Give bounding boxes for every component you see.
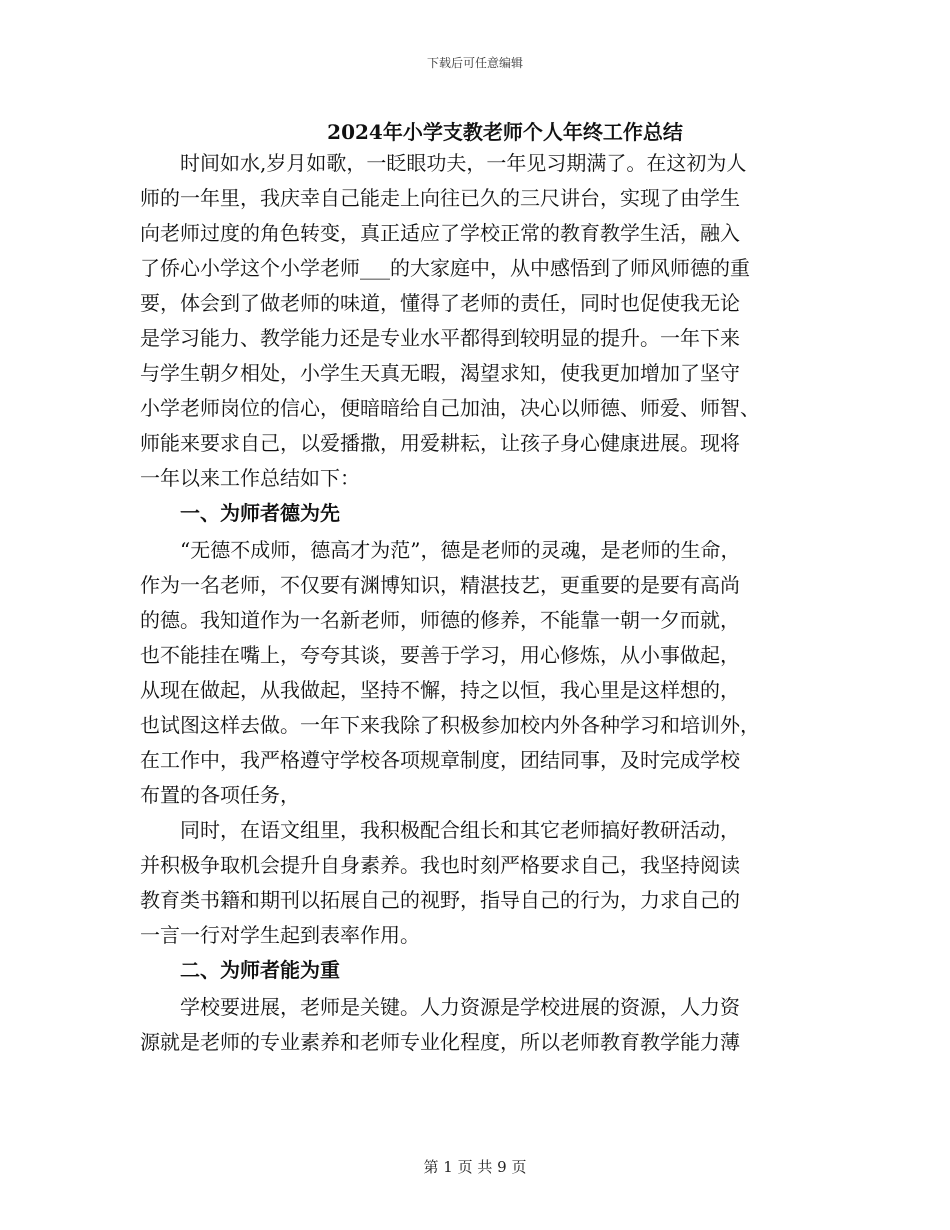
document-body	[140, 146, 810, 1060]
body-line: 源就是老师的专业素养和老师专业化程度，所以老师教育教学能力薄	[140, 1030, 740, 1054]
body-line: 一言一行对学生起到表率作用。	[140, 923, 420, 947]
body-line: 一年以来工作总结如下：	[140, 466, 360, 490]
body-line: 学校要进展，老师是关键。人力资源是学校进展的资源，人力资	[140, 995, 740, 1019]
body-line: 教育类书籍和期刊以拓展自己的视野，指导自己的行为，力求自己的	[140, 888, 740, 912]
body-line: 布置的各项任务，	[140, 783, 300, 807]
body-line: 向老师过度的角色转变，真正适应了学校正常的教育教学生活，融入	[140, 221, 740, 245]
page-number-footer: 第 1 页 共 9 页	[423, 1158, 527, 1176]
body-line: 也试图这样去做。一年下来我除了积极参加校内外各种学习和培训外，	[140, 713, 760, 737]
body-line: 的德。我知道作为一名新老师，师德的修养，不能靠一朝一夕而就，	[140, 608, 740, 632]
body-line: 师的一年里，我庆幸自己能走上向往已久的三尺讲台，实现了由学生	[140, 186, 740, 210]
page-header-note: 下载后可任意编辑	[426, 56, 523, 70]
body-line: 与学生朝夕相处，小学生天真无暇，渴望求知，使我更加增加了坚守	[140, 361, 740, 385]
section-heading-1: 一、为师者德为先	[140, 501, 340, 525]
body-line: 时间如水,岁月如歌，一眨眼功夫，一年见习期满了。在这初为人	[140, 151, 747, 175]
section-heading-2: 二、为师者能为重	[140, 958, 340, 982]
body-line: 同时，在语文组里，我积极配合组长和其它老师搞好教研活动，	[140, 818, 740, 842]
body-line: 要，体会到了做老师的味道，懂得了老师的责任，同时也促使我无论	[140, 291, 740, 315]
body-line: 并积极争取机会提升自身素养。我也时刻严格要求自己，我坚持阅读	[140, 853, 740, 877]
body-line: 从现在做起，从我做起，坚持不懈，持之以恒，我心里是这样想的，	[140, 678, 740, 702]
body-line: 也不能挂在嘴上，夸夸其谈，要善于学习，用心修炼，从小事做起，	[140, 643, 740, 667]
body-line: 是学习能力、教学能力还是专业水平都得到较明显的提升。一年下来	[140, 326, 740, 350]
body-line: 在工作中，我严格遵守学校各项规章制度，团结同事，及时完成学校	[140, 748, 740, 772]
body-line: 师能来要求自己，以爱播撒，用爱耕耘，让孩子身心健康进展。现将	[140, 431, 740, 455]
body-line: 小学老师岗位的信心，便暗暗给自己加油，决心以师德、师爱、师智、	[140, 396, 760, 420]
document-title: 2024年小学支教老师个人年终工作总结	[327, 120, 683, 144]
body-line: 了侨心小学这个小学老师___的大家庭中，从中感悟到了师风师德的重	[140, 256, 750, 280]
body-line: 作为一名老师，不仅要有渊博知识，精湛技艺，更重要的是要有高尚	[140, 573, 740, 597]
body-line: “无德不成师，德高才为范”，德是老师的灵魂，是老师的生命，	[140, 538, 741, 562]
